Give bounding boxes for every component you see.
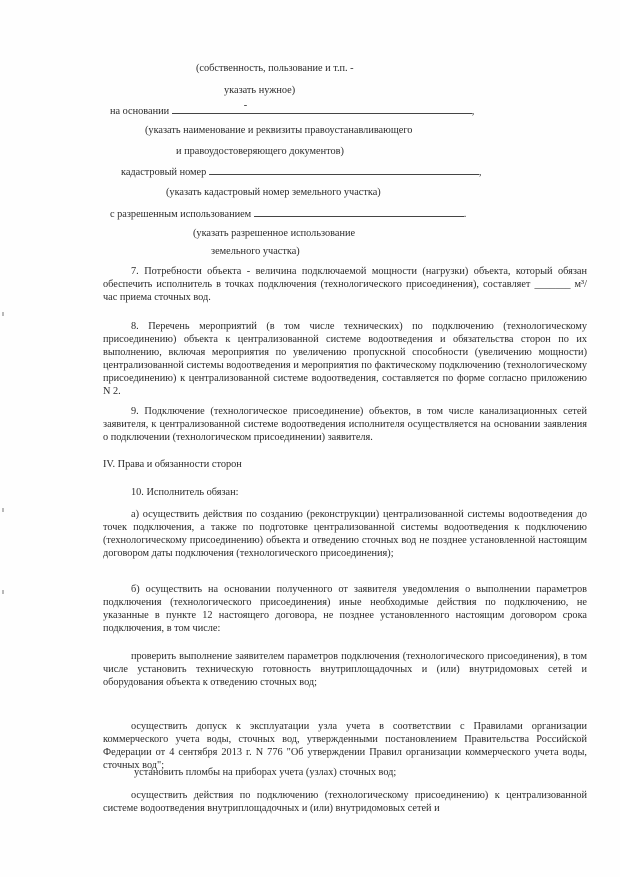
punct-comma: , bbox=[478, 167, 482, 178]
permitted-use-hint: земельного участка) bbox=[211, 246, 300, 257]
ownership-hint: (собственность, пользование и т.п. - bbox=[196, 63, 354, 74]
permitted-use-line bbox=[110, 207, 466, 221]
basis-field[interactable] bbox=[172, 100, 472, 114]
basis-line bbox=[110, 100, 475, 118]
clause-7-unit: м³/час приема сточных вод. bbox=[103, 278, 588, 303]
clause-10b-admit: осуществить допуск к эксплуатации узла учета в соответствии с Правилами организации коммерческого учета воды, сточных вод, утвержденными постановлением Правительства Российской Федерации от 4 сентября 2013 г. N 776 "Об утверждении Правил организации коммерческого учета воды, сточных вод"; bbox=[103, 721, 587, 771]
permitted-use-hint: (указать разрешенное использование bbox=[193, 228, 356, 239]
dash-mark: - bbox=[243, 100, 248, 111]
clause-7-text: 7. Потребности объекта - величина подключаемой мощности (нагрузки) объекта, который обязан обеспечить исполнитель в точках подключения (технологического присоединения), составляет bbox=[103, 266, 587, 290]
clause-10a: а) осуществить действия по созданию (реконструкции) централизованной системы водоотведения до точек подключения, а также по подготовке централизованной системы водоотведения к подключению (технологическому присоединению) объекта и отведению сточных вод не позднее установленной настоящим договором даты подключения (технологического присоединения); bbox=[103, 509, 587, 559]
basis-hint: (указать наименование и реквизиты правоустанавливающего bbox=[145, 125, 413, 136]
cadastral-label: кадастровый номер bbox=[121, 167, 207, 178]
permitted-use-label: с разрешенным использованием bbox=[110, 209, 252, 220]
clause-10b-check: проверить выполнение заявителем параметров подключения (технологического присоединения), в том числе установить техническую готовность внутриплощадочных и (или) внутридомовых сетей и оборудования объекта к отведению сточных вод; bbox=[103, 651, 587, 688]
cadastral-line bbox=[121, 165, 481, 179]
cadastral-hint: (указать кадастровый номер земельного участка) bbox=[166, 187, 381, 198]
clause-10b-seals: установить пломбы на приборах учета (узлах) сточных вод; bbox=[134, 767, 397, 778]
scan-speck bbox=[2, 508, 4, 512]
capacity-blank[interactable]: _______ bbox=[534, 278, 571, 290]
punct-comma: , bbox=[471, 106, 475, 117]
scan-speck bbox=[2, 590, 4, 594]
clause-9: 9. Подключение (технологическое присоединение) объектов, в том числе канализационных сетей заявителя, к централизованной системе водоотведения исполнителя осуществляется на основании заявления о подключении (технологическом присоединении) заявителя. bbox=[103, 406, 587, 443]
basis-hint: и правоудостоверяющего документов) bbox=[176, 146, 344, 157]
clause-7 bbox=[103, 266, 587, 305]
scan-speck bbox=[2, 312, 4, 316]
permitted-use-field[interactable] bbox=[254, 207, 464, 217]
punct-period: . bbox=[463, 209, 467, 220]
section-heading: IV. Права и обязанности сторон bbox=[103, 459, 242, 470]
clause-10b: б) осуществить на основании полученного от заявителя уведомления о выполнении параметров подключения (технологического присоединения) иные необходимые действия по подключению, не указанные в пункте 12 настоящего договора, не позднее установленного настоящим договором срока подключения, в том числе: bbox=[103, 584, 587, 634]
cadastral-field[interactable] bbox=[209, 165, 479, 175]
ownership-hint: указать нужное) bbox=[224, 85, 296, 96]
clause-10b-actions: осуществить действия по подключению (технологическому присоединению) к централизованной системе водоотведения внутриплощадочных и (или) внутридомовых сетей и bbox=[103, 790, 587, 814]
basis-label: на основании bbox=[110, 106, 170, 117]
clause-8: 8. Перечень мероприятий (в том числе технических) по подключению (технологическому присоединению) объекта к централизованной системе водоотведения и обязательства сторон по их выполнению, включая мероприятия по увеличению пропускной способности (увеличению мощности) централизованной системы водоотведения и мероприятия по фактическому подключению (технологическому присоединению) к централизованной системе водоотведения, составляется по форме согласно приложению N 2. bbox=[103, 321, 587, 397]
clause-10: 10. Исполнитель обязан: bbox=[131, 487, 239, 498]
